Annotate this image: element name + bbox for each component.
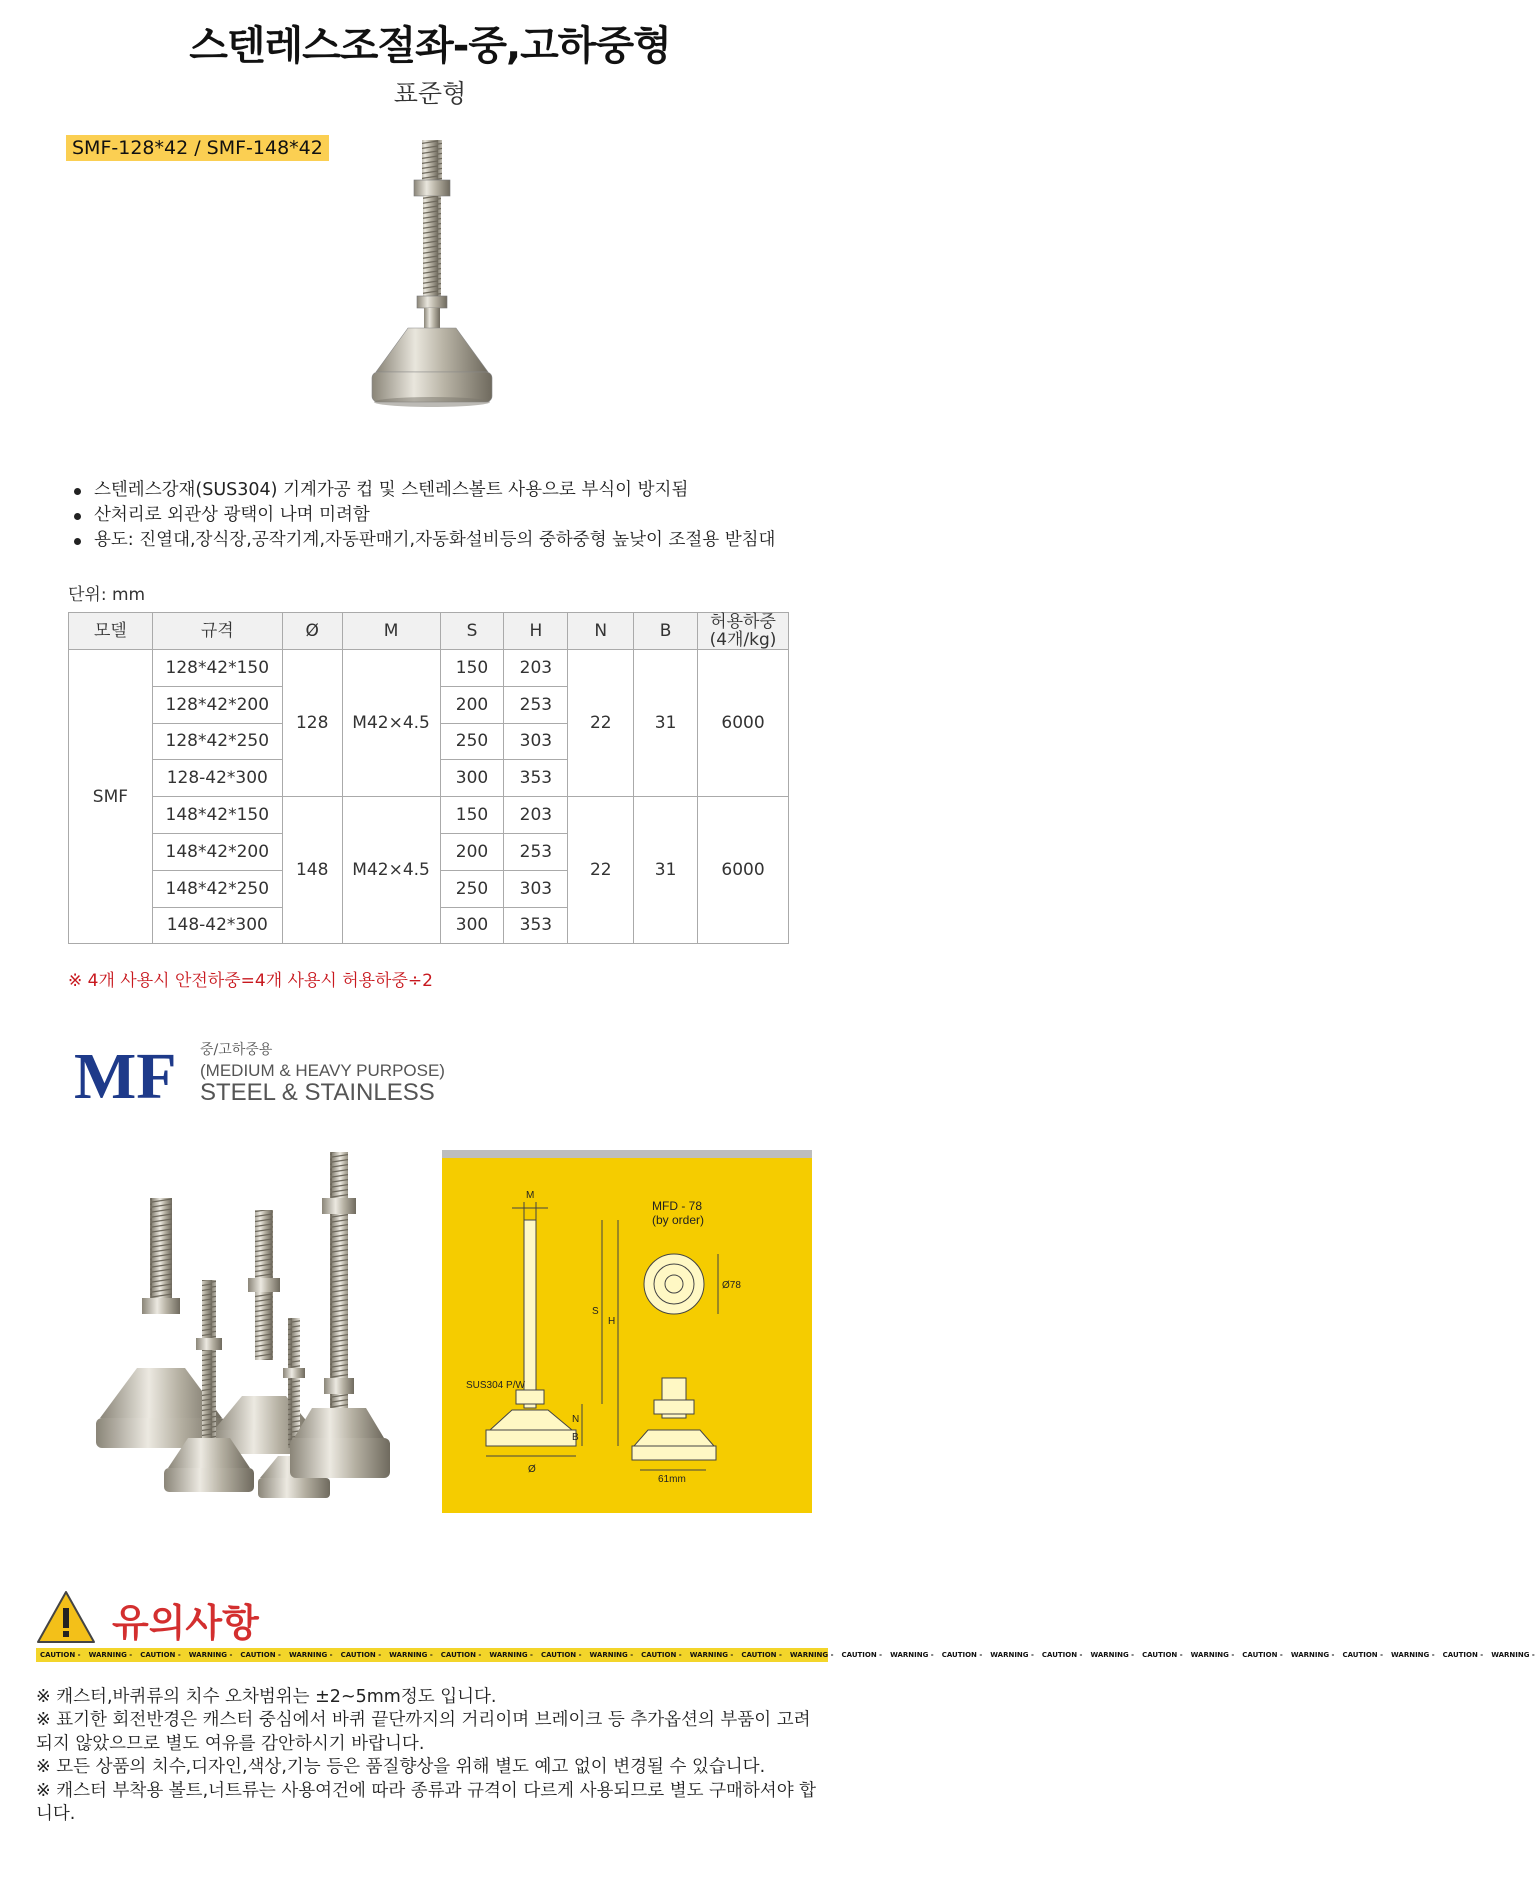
tape-word: CAUTION - <box>1242 1651 1283 1659</box>
caution-item: ※ 캐스터 부착용 볼트,너트류는 사용여건에 따라 종류과 규격이 다르게 사용되므로 별도 구매하셔야 합니다. <box>36 1780 817 1825</box>
mfd-subtitle: (by order) <box>652 1213 705 1227</box>
cell-s: 300 <box>440 907 504 944</box>
header-model: 모델 <box>69 613 153 650</box>
cell-spec: 148*42*250 <box>152 870 282 907</box>
cell-spec: 148-42*300 <box>152 907 282 944</box>
cell-s: 200 <box>440 833 504 870</box>
tape-word: WARNING - <box>188 1651 233 1659</box>
tape-word: CAUTION - <box>1342 1651 1383 1659</box>
tape-word: CAUTION - <box>240 1651 281 1659</box>
cell-spec: 128*42*250 <box>152 723 282 760</box>
brand-line2: (MEDIUM & HEAVY PURPOSE) <box>200 1061 445 1080</box>
header-load-line1: 허용하중 <box>710 612 776 632</box>
tape-word: CAUTION - <box>340 1651 382 1659</box>
page-title: 스텐레스조절좌-중,고하중형 <box>189 23 671 69</box>
tape-word: WARNING - <box>1491 1651 1535 1659</box>
cell-dia: 128 <box>282 650 342 797</box>
cell-spec: 128*42*200 <box>152 686 282 723</box>
cell-s: 250 <box>440 870 504 907</box>
cell-h: 203 <box>504 650 568 687</box>
tape-word: CAUTION - <box>140 1651 181 1659</box>
drawing-background <box>442 1158 812 1513</box>
header-b: B <box>634 613 698 650</box>
cell-h: 353 <box>504 760 568 797</box>
unit-label: 단위: mm <box>68 585 146 605</box>
cell-s: 300 <box>440 760 504 797</box>
cell-m: M42×4.5 <box>342 650 440 797</box>
warning-icon <box>38 1592 94 1642</box>
cell-load: 6000 <box>698 797 789 944</box>
feature-item: 스텐레스강재(SUS304) 기계가공 컵 및 스텐레스볼트 사용으로 부식이 방지됨 <box>72 478 775 503</box>
cell-h: 303 <box>504 723 568 760</box>
cell-h: 253 <box>504 686 568 723</box>
cell-h: 303 <box>504 870 568 907</box>
header-s: S <box>440 613 504 650</box>
feature-list <box>72 478 775 553</box>
cell-s: 200 <box>440 686 504 723</box>
tape-word: WARNING - <box>288 1651 333 1659</box>
model-tag: SMF-128*42 / SMF-148*42 <box>66 135 329 161</box>
caution-tape <box>36 1648 1535 1662</box>
cell-dia: 148 <box>282 797 342 944</box>
leveling-foot-image <box>318 140 542 448</box>
cell-m: M42×4.5 <box>342 797 440 944</box>
cell-s: 250 <box>440 723 504 760</box>
header-m: M <box>342 613 440 650</box>
tape-word: CAUTION - <box>941 1651 983 1659</box>
brand-line1: 중/고하중용 <box>200 1042 273 1058</box>
tape-word: WARNING - <box>1290 1651 1335 1659</box>
caution-list <box>36 1686 826 1826</box>
tape-word: WARNING - <box>1190 1651 1235 1659</box>
tape-word: WARNING - <box>789 1651 834 1659</box>
tape-word: CAUTION - <box>440 1651 482 1659</box>
header-load <box>698 613 789 650</box>
table-header-row <box>69 613 789 650</box>
header-load-line2: (4개/kg) <box>709 630 777 650</box>
tape-word: CAUTION - <box>40 1651 81 1659</box>
tape-word: WARNING - <box>88 1651 133 1659</box>
feature-item: 산처리로 외관상 광택이 나며 미려함 <box>72 503 775 528</box>
cell-b: 31 <box>634 650 698 797</box>
header-dia: Ø <box>282 613 342 650</box>
tape-word: WARNING - <box>990 1651 1034 1659</box>
tape-word: CAUTION - <box>741 1651 782 1659</box>
header-n: N <box>568 613 634 650</box>
mfd-dia: Ø78 <box>722 1280 741 1291</box>
tape-word: WARNING - <box>389 1651 433 1659</box>
tape-word: WARNING - <box>489 1651 533 1659</box>
cell-n: 22 <box>568 797 634 944</box>
brand-logo-text: MF <box>74 1040 177 1113</box>
cell-load: 6000 <box>698 650 789 797</box>
dim-dia: Ø <box>528 1464 536 1475</box>
tape-word: CAUTION - <box>1442 1651 1484 1659</box>
brand-line3: STEEL & STAINLESS <box>200 1079 435 1106</box>
dim-s: S <box>592 1306 599 1317</box>
table-row <box>69 650 789 687</box>
mf-brand-logo <box>74 1034 445 1113</box>
caution-title: 유의사항 <box>112 1601 259 1645</box>
material-label: SUS304 P/W <box>466 1380 525 1391</box>
mfd-width: 61mm <box>658 1474 686 1485</box>
tape-word: WARNING - <box>1090 1651 1135 1659</box>
cell-spec: 128*42*150 <box>152 650 282 687</box>
page-subtitle: 표준형 <box>393 79 467 108</box>
tape-word: WARNING - <box>589 1651 634 1659</box>
cell-spec: 148*42*200 <box>152 833 282 870</box>
caution-item: ※ 캐스터,바퀴류의 치수 오차범위는 ±2~5mm정도 입니다. <box>36 1687 497 1707</box>
cell-h: 353 <box>504 907 568 944</box>
tape-word: CAUTION - <box>641 1651 682 1659</box>
tape-word: CAUTION - <box>841 1651 883 1659</box>
dim-m: M <box>526 1190 535 1201</box>
cell-h: 253 <box>504 833 568 870</box>
cell-model: SMF <box>69 650 153 944</box>
tape-word: WARNING - <box>689 1651 734 1659</box>
tape-word: CAUTION - <box>540 1651 582 1659</box>
foot-square <box>290 1152 390 1478</box>
caution-item: ※ 표기한 회전반경은 캐스터 중심에서 바퀴 끝단까지의 거리이며 브레이크 등 추가옵션의 부품이 고려되지 않았으므로 별도 여유를 감안하시기 바랍니다. <box>36 1710 811 1754</box>
safety-load-notice: ※ 4개 사용시 안전하중=4개 사용시 허용하중÷2 <box>68 971 433 991</box>
cell-h: 203 <box>504 797 568 834</box>
header-spec: 규격 <box>152 613 282 650</box>
cell-s: 150 <box>440 650 504 687</box>
spec-table <box>68 612 789 944</box>
feature-item: 용도: 진열대,장식장,공작기계,자동판매기,자동화설비등의 중하중형 높낮이 조절용 받침대 <box>72 528 775 553</box>
dim-h: H <box>608 1316 616 1327</box>
cell-s: 150 <box>440 797 504 834</box>
product-drawing <box>92 1138 812 1518</box>
tape-word: WARNING - <box>1391 1651 1435 1659</box>
tape-word: WARNING - <box>890 1651 934 1659</box>
cell-b: 31 <box>634 797 698 944</box>
header-h: H <box>504 613 568 650</box>
dim-b: B <box>572 1432 579 1443</box>
cell-spec: 148*42*150 <box>152 797 282 834</box>
caution-item: ※ 모든 상품의 치수,디자인,색상,기능 등은 품질향상을 위해 별도 예고 없이 변경될 수 있습니다. <box>36 1757 766 1778</box>
tape-word: CAUTION - <box>1041 1651 1083 1659</box>
tape-word: CAUTION - <box>1142 1651 1183 1659</box>
caution-header <box>36 1588 456 1648</box>
cell-spec: 128-42*300 <box>152 760 282 797</box>
dim-n: N <box>572 1414 580 1425</box>
foot-medium <box>212 1210 316 1454</box>
table-row <box>69 797 789 834</box>
cell-n: 22 <box>568 650 634 797</box>
mfd-title: MFD - 78 <box>652 1199 703 1213</box>
